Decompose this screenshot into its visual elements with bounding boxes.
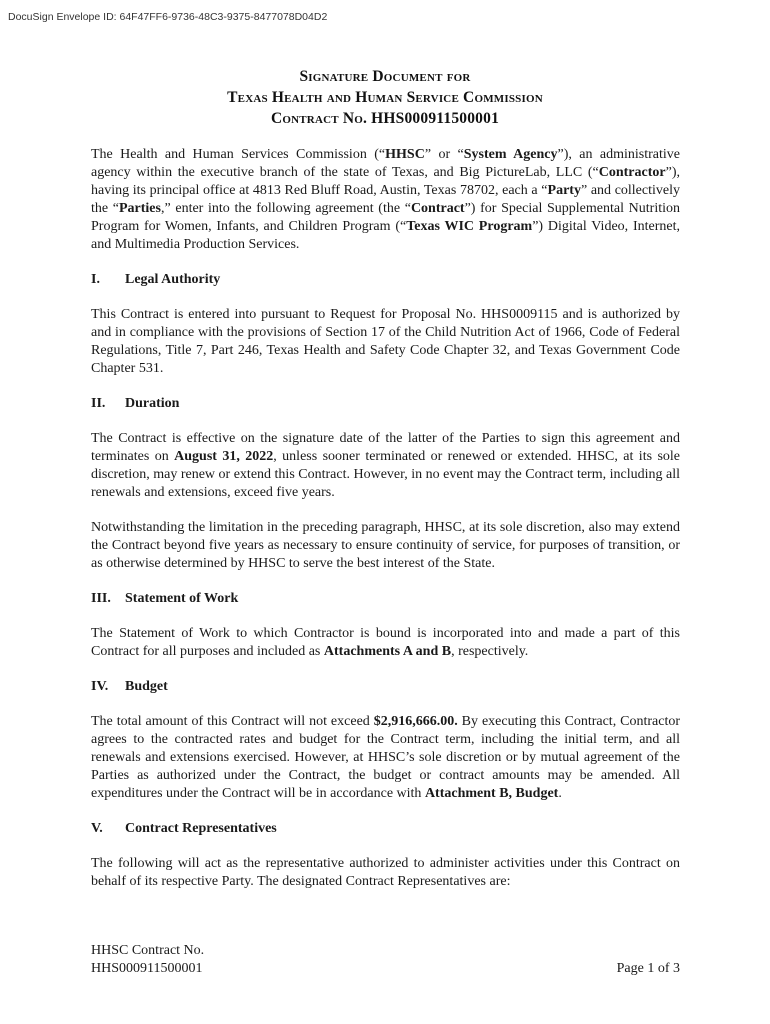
budget-text: . [558,786,562,801]
contract-representatives-paragraph: The following will act as the representative authorized to administer activities under this Contract on behalf of its respective Party. The designated Contract Representatives are: [91,856,680,889]
envelope-id: DocuSign Envelope ID: 64F47FF6-9736-48C3-9375-8477078D04D2 [8,11,328,23]
sow-text: The Statement of Work to which Contractor is bound is incorporated into and made a part of this Contract for all purposes and included as [91,626,680,659]
section-title: Statement of Work [125,591,239,606]
attachments-reference: Attachments A and B [323,644,452,659]
intro-bold: Contractor [598,165,666,180]
intro-bold: Contract [410,201,465,216]
section-heading-contract-representatives [91,820,680,838]
intro-text: ”) Digital Video, Internet, and Multimedia Production Services. [91,219,680,252]
intro-text: ”) for Special Supplemental Nutrition Program for Women, Infants, and Children Program (“ [91,201,680,234]
section-title: Budget [125,679,168,694]
budget-text: The total amount of this Contract will not exceed [91,714,374,729]
termination-date: August 31, 2022 [174,449,274,464]
document-body [91,146,680,908]
intro-bold: System Agency [463,147,558,162]
intro-text: ”), an administrative agency within the executive branch of the state of Texas, and Big PictureLab, LLC (“ [91,147,681,180]
intro-text: ” and collectively the “ [91,183,680,216]
section-number: I. [91,272,100,287]
footer-contract-number [91,942,204,978]
budget-text: By executing this Contract, Contractor agrees to the contracted rates and budget for the Contract term, including the initial term, and all renewals and extensions exercised. However, at HHSC’s sole discretion or by mutual agreement of the Parties as authorized under the Contract, the budget or contract amounts may be amended. All expenditures under the Contract will be in accordance with [91,714,681,801]
duration-text: The Contract is effective on the signature date of the latter of the Parties to sign this agreement and terminates on [91,431,680,464]
duration-text: , unless sooner terminated or renewed or extended. HHSC, at its sole discretion, may renew or extend this Contract. However, in no event may the Contract term, including all renewals and extensions, exceed five years. [91,449,680,500]
footer-contract-id: HHS000911500001 [91,961,203,976]
section-number: V. [91,821,103,836]
duration-paragraph-1 [91,430,680,502]
section-heading-legal-authority [91,271,680,289]
sow-text: , respectively. [451,644,529,659]
page-number: Page 1 of 3 [616,961,680,976]
intro-bold: Parties [118,201,161,216]
budget-paragraph [91,713,680,803]
intro-bold: HHSC [385,147,425,162]
section-heading-statement-of-work [91,590,680,608]
section-title: Duration [125,396,180,411]
section-number: II. [91,396,106,411]
intro-bold: Party [547,183,581,198]
intro-text: ”), having its principal office at 4813 Red Bluff Road, Austin, Texas 78702, each a “ [91,165,680,198]
statement-of-work-paragraph [91,625,680,661]
section-heading-budget [91,678,680,696]
intro-text: The Health and Human Services Commission (“ [91,147,386,162]
title-line-3: Contract No. HHS000911500001 [270,110,500,127]
document-title [0,66,770,129]
footer-contract-label: HHSC Contract No. [91,943,205,958]
intro-text: ” or “ [424,147,464,162]
intro-text: ,” enter into the following agreement (the “ [160,201,411,216]
legal-authority-paragraph: This Contract is entered into pursuant to Request for Proposal No. HHS0009115 and is authorized by and in compliance with the provisions of Section 17 of the Child Nutrition Act of 1966, Code of Federal Regulations, Title 7, Part 246, Texas Health and Safety Code Chapter 32, and Texas Government Code Chapter 531. [91,307,680,376]
section-title: Contract Representatives [125,821,277,836]
section-heading-duration [91,395,680,413]
title-line-1: Signature Document for [299,68,471,85]
contract-amount: $2,916,666.00. [373,714,458,729]
duration-paragraph-2: Notwithstanding the limitation in the preceding paragraph, HHSC, at its sole discretion, also may extend the Contract beyond five years as necessary to ensure continuity of service, for purposes of transition, or as otherwise determined by HHSC to serve the best interest of the State. [91,520,680,571]
title-line-2: Texas Health and Human Service Commission [227,89,543,106]
budget-attachment-reference: Attachment B, Budget [424,786,559,801]
section-number: IV. [91,679,109,694]
section-title: Legal Authority [125,272,221,287]
intro-bold: Texas WIC Program [406,219,533,234]
intro-paragraph [91,146,680,254]
section-number: III. [91,591,111,606]
